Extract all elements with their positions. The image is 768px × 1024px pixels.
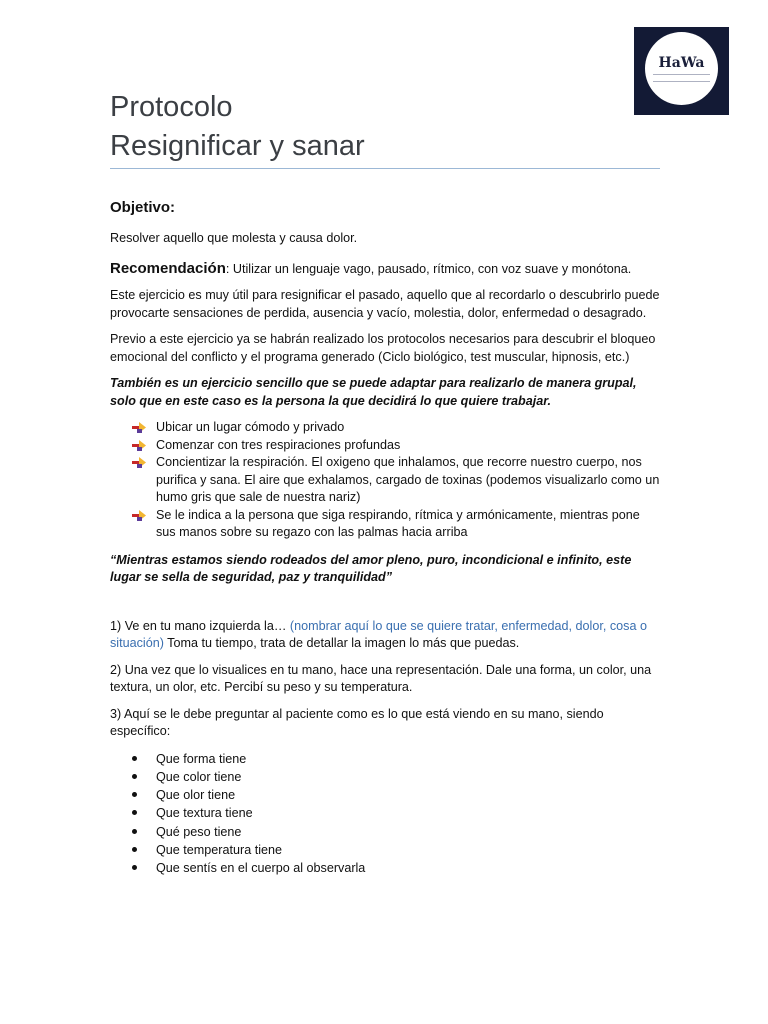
logo-subtitle-lines <box>653 74 710 82</box>
recomendacion-paragraph <box>110 260 662 279</box>
steps-list <box>110 419 662 542</box>
paragraph-3: También es un ejercicio sencillo que se puede adaptar para realizarlo de manera grupal, solo que en este caso es la persona la que decidirá lo que quiere trabajar. <box>110 376 637 408</box>
logo-text: HaWa <box>658 55 705 71</box>
list-item: Comenzar con tres respiraciones profundas <box>110 437 662 455</box>
objetivo-text: Resolver aquello que molesta y causa dolor. <box>110 231 358 245</box>
paragraph-2: Previo a este ejercicio ya se habrán realizado los protocolos necesarios para descubrir el bloqueo emocional del conflicto y el programa generado (Ciclo biológico, test muscular, hipnosis, etc.) <box>110 332 656 364</box>
objetivo-heading: Objetivo: <box>110 199 176 216</box>
step-2-paragraph: 2) Una vez que lo visualices en tu mano, hace una representación. Dale una forma, un color, una textura, un olor, etc. Percibí su peso y su temperatura. <box>110 662 652 694</box>
list-item: Que sentís en el cuerpo al observarla <box>110 859 662 877</box>
list-item: Ubicar un lugar cómodo y privado <box>110 419 662 437</box>
step-1-paragraph: 1) Ve en tu mano izquierda la… (nombrar aquí lo que se quiere tratar, enfermedad, dolor, cosa o situación) Toma tu tiempo, trata de detallar la imagen lo más que puedas. <box>110 618 647 650</box>
paragraph-1: Este ejercicio es muy útil para resignificar el pasado, aquello que al recordarlo o descubrirlo puede provocarte sensaciones de perdida, ausencia y vacío, molestia, dolor, enfermedad o desagrado. <box>110 288 660 320</box>
arrow-bullet-icon <box>132 440 146 451</box>
list-item: Que textura tiene <box>110 804 662 822</box>
arrow-bullet-icon <box>132 510 146 521</box>
list-item: Qué peso tiene <box>110 823 662 841</box>
step-1-instruction: (nombrar aquí lo que se quiere tratar, enfermedad, dolor, cosa o situación) <box>110 618 647 650</box>
list-item: Concientizar la respiración. El oxigeno que inhalamos, que recorre nuestro cuerpo, nos purifica y sana. El aire que exhalamos, cargado de toxinas (podemos visualizarlo como un humo gris que sale de nuestra nariz) <box>110 454 662 507</box>
step-3-paragraph: 3) Aquí se le debe preguntar al paciente como es lo que está viendo en su mano, siendo específico: <box>110 706 604 738</box>
recomendacion-text: : Utilizar un lenguaje vago, pausado, rítmico, con voz suave y monótona. <box>225 261 632 276</box>
quote: “Mientras estamos siendo rodeados del amor pleno, puro, incondicional e infinito, este lugar se sella de seguridad, paz y tranquilidad” <box>110 552 632 584</box>
brand-logo <box>634 27 729 115</box>
title-line-2: Resignificar y sanar <box>110 130 365 162</box>
list-item: Que forma tiene <box>110 750 662 768</box>
title-divider <box>110 168 660 169</box>
list-item: Se le indica a la persona que siga respirando, rítmica y armónicamente, mientras pone sus manos sobre su regazo con las palmas hacia arriba <box>110 507 662 542</box>
document-body <box>110 198 662 878</box>
list-item: Que temperatura tiene <box>110 841 662 859</box>
questions-list <box>110 750 662 878</box>
arrow-bullet-icon <box>132 457 146 468</box>
list-item: Que color tiene <box>110 768 662 786</box>
list-item: Que olor tiene <box>110 786 662 804</box>
page-title <box>110 88 365 166</box>
arrow-bullet-icon <box>132 422 146 433</box>
title-line-1: Protocolo <box>110 91 233 123</box>
recomendacion-label: Recomendación <box>110 259 226 277</box>
logo-circle <box>645 32 718 105</box>
